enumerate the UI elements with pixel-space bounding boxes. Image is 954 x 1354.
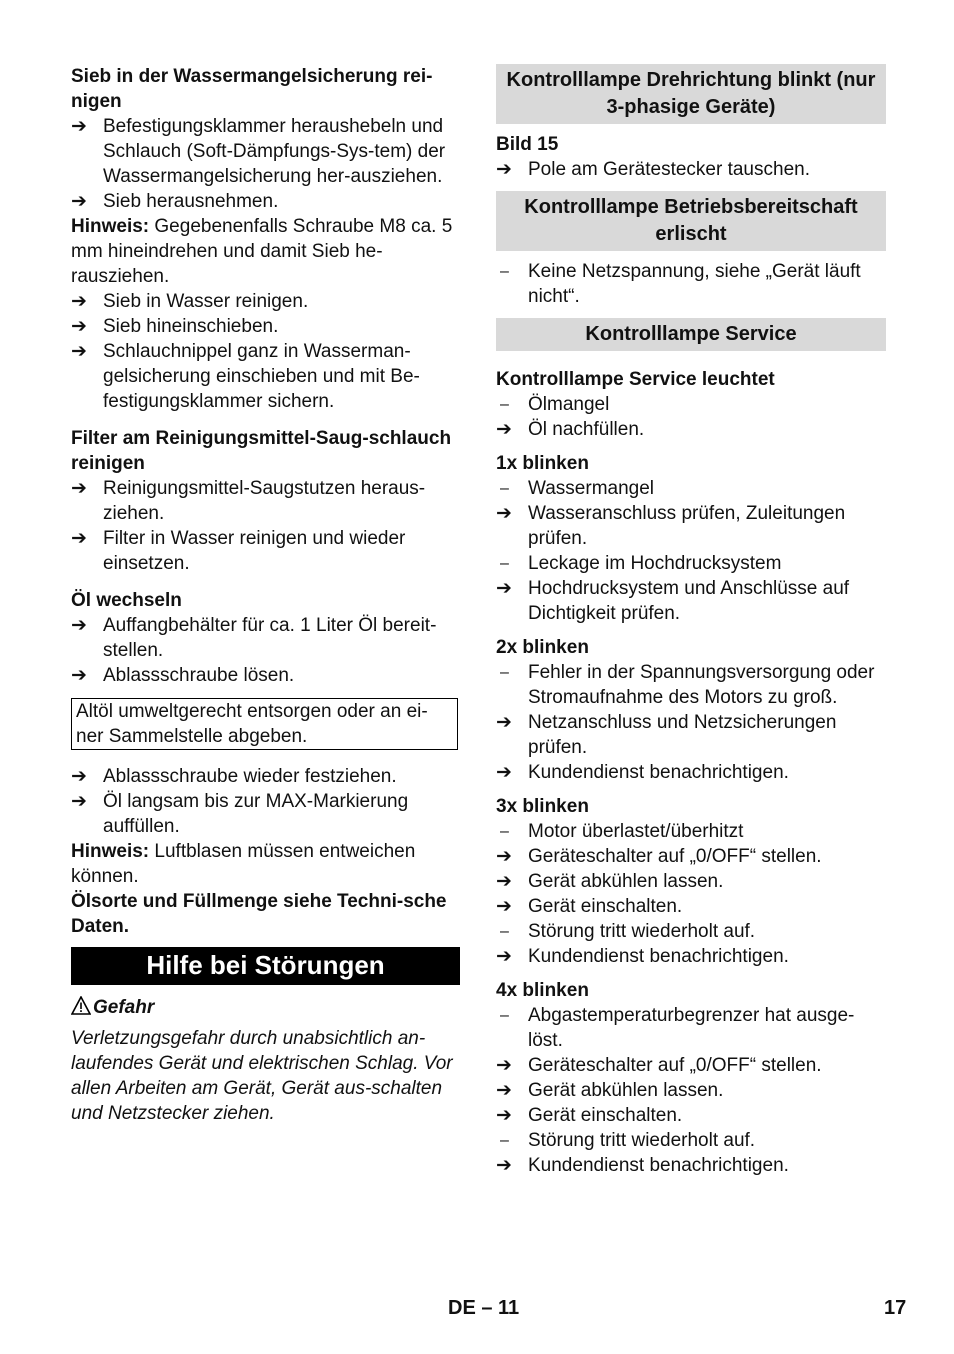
right-column: [496, 64, 886, 1178]
list-item: [71, 476, 460, 526]
page-number: 17: [884, 1297, 907, 1319]
blink-2-items: [496, 660, 886, 785]
list-item: [71, 289, 460, 314]
list-item: [496, 1128, 886, 1153]
list-item-text: Sieb herausnehmen.: [103, 191, 279, 212]
dash-icon: –: [500, 555, 509, 572]
list-item: [496, 894, 886, 919]
list-item: [496, 1003, 886, 1053]
bild-reference: Bild 15: [496, 134, 559, 155]
list-item: [496, 417, 886, 442]
left-column: [71, 64, 460, 1126]
danger-label: Gefahr: [71, 995, 460, 1022]
dash-icon: –: [500, 480, 509, 497]
list-item-text: Wasseranschluss prüfen, Zuleitungen prüfen.: [528, 503, 846, 549]
dash-icon: –: [500, 1007, 509, 1024]
blink-3-items: [496, 819, 886, 969]
list-item: [496, 576, 886, 626]
list-item-text: Gerät abkühlen lassen.: [528, 871, 724, 892]
section-heading-sieb: Sieb in der Wassermangelsicherung rei- nigen: [71, 66, 433, 112]
arrow-icon: ➔: [71, 615, 87, 636]
list-item: – Keine Netzspannung, siehe „Gerät läuft nicht“.: [496, 259, 886, 309]
list-item-text: Störung tritt wiederholt auf.: [528, 1130, 756, 1151]
dash-icon: –: [500, 823, 509, 840]
list-item-text: Ölmangel: [528, 394, 610, 415]
list-item: [496, 869, 886, 894]
arrow-icon: ➔: [496, 1155, 512, 1176]
list-item-text: Störung tritt wiederholt auf.: [528, 921, 756, 942]
arrow-icon: ➔: [496, 1105, 512, 1126]
list-item: [496, 392, 886, 417]
arrow-icon: ➔: [496, 846, 512, 867]
arrow-icon: ➔: [71, 478, 87, 499]
footer-section-label: DE – 11: [448, 1297, 520, 1319]
arrow-icon: ➔: [496, 159, 512, 180]
arrow-icon: ➔: [496, 503, 512, 524]
arrow-icon: ➔: [71, 116, 87, 137]
heading-box-betriebsbereitschaft: Kontrolllampe Betriebsbereitschaft erlischt: [496, 191, 886, 251]
blink-1-heading: 1x blinken: [496, 453, 589, 474]
blink-4-heading: 4x blinken: [496, 980, 589, 1001]
list-item-text: Befestigungsklammer heraushebeln und Schlauch (Soft-Dämpfungs-Sys-tem) der Wassermangelsicherung her-ausziehen.: [103, 116, 446, 187]
filter-steps: [71, 476, 460, 576]
list-item: [496, 819, 886, 844]
dash-icon: –: [500, 664, 509, 681]
list-item-text: Netzanschluss und Netzsicherungen prüfen.: [528, 712, 837, 758]
dash-icon: –: [500, 1132, 509, 1149]
arrow-icon: ➔: [496, 946, 512, 967]
arrow-icon: ➔: [71, 316, 87, 337]
list-item: [71, 314, 460, 339]
list-item-text: Leckage im Hochdrucksystem: [528, 553, 782, 574]
environment-note-box: Altöl umweltgerecht entsorgen oder an ei-ner Sammelstelle abgeben.: [71, 698, 458, 750]
list-item-text: Geräteschalter auf „0/OFF“ stellen.: [528, 846, 822, 867]
list-item: [71, 789, 460, 839]
list-item: [71, 764, 460, 789]
list-item: [496, 944, 886, 969]
arrow-icon: ➔: [71, 341, 87, 362]
list-item: [496, 919, 886, 944]
list-item: [71, 114, 460, 189]
list-item-text: Öl nachfüllen.: [528, 419, 645, 440]
list-item: [71, 663, 460, 688]
arrow-icon: ➔: [71, 191, 87, 212]
list-item-text: Gerät abkühlen lassen.: [528, 1080, 724, 1101]
list-item: [496, 501, 886, 551]
arrow-icon: ➔: [71, 766, 87, 787]
arrow-icon: ➔: [496, 1055, 512, 1076]
arrow-icon: ➔: [496, 871, 512, 892]
arrow-icon: ➔: [496, 762, 512, 783]
list-item-text: Schlauchnippel ganz in Wasserman-gelsicherung einschieben und mit Be-festigungsklammer sichern.: [103, 341, 420, 412]
list-item: [71, 613, 460, 663]
list-item: [496, 551, 886, 576]
hinweis-note: Hinweis: Gegebenenfalls Schraube M8 ca. 5 mm hineindrehen und damit Sieb he-rausziehen.: [71, 216, 453, 287]
list-item: [496, 844, 886, 869]
arrow-icon: ➔: [71, 791, 87, 812]
dash-icon: –: [500, 923, 509, 940]
list-item-text: Gerät einschalten.: [528, 896, 683, 917]
hinweis-note-2: Hinweis: Luftblasen müssen entweichen können.: [71, 841, 416, 887]
list-item-text: Sieb hineinschieben.: [103, 316, 279, 337]
list-item: [496, 1103, 886, 1128]
list-item-text: Kundendienst benachrichtigen.: [528, 1155, 789, 1176]
list-item-text: Auffangbehälter für ca. 1 Liter Öl bereit-stellen.: [103, 615, 437, 661]
arrow-icon: ➔: [496, 896, 512, 917]
arrow-icon: ➔: [496, 419, 512, 440]
list-item-text: Filter in Wasser reinigen und wieder einsetzen.: [103, 528, 406, 574]
list-item-text: Hochdrucksystem und Anschlüsse auf Dichtigkeit prüfen.: [528, 578, 850, 624]
list-item-text: Kundendienst benachrichtigen.: [528, 946, 789, 967]
list-item-text: Geräteschalter auf „0/OFF“ stellen.: [528, 1055, 822, 1076]
blink-1-items: [496, 476, 886, 626]
list-item-text: Sieb in Wasser reinigen.: [103, 291, 309, 312]
list-item-text: Gerät einschalten.: [528, 1105, 683, 1126]
list-item-text: Öl langsam bis zur MAX-Markierung auffüllen.: [103, 791, 409, 837]
list-item: [496, 660, 886, 710]
list-item: [71, 526, 460, 576]
section-heading-filter: Filter am Reinigungsmittel-Saug-schlauch reinigen: [71, 428, 452, 474]
section-heading-oel: Öl wechseln: [71, 590, 182, 611]
list-item: ➔ Pole am Gerätestecker tauschen.: [496, 159, 810, 180]
warning-triangle-icon: [71, 996, 93, 1022]
list-item: [71, 339, 460, 414]
list-item: [496, 710, 886, 760]
list-item: [496, 760, 886, 785]
list-item: [71, 189, 460, 214]
dash-icon: –: [500, 396, 509, 413]
heading-box-drehrichtung: Kontrolllampe Drehrichtung blinkt (nur 3-phasige Geräte): [496, 64, 886, 124]
blink-3-heading: 3x blinken: [496, 796, 589, 817]
arrow-icon: ➔: [496, 712, 512, 733]
sieb-steps-2: [71, 289, 460, 414]
dash-icon: –: [500, 263, 509, 280]
oelsorte-note: Ölsorte und Füllmenge siehe Techni-sche Daten.: [71, 891, 447, 937]
list-item-text: Fehler in der Spannungsversorgung oder Stromaufnahme des Motors zu groß.: [528, 662, 875, 708]
arrow-icon: ➔: [71, 528, 87, 549]
list-item: [496, 1053, 886, 1078]
list-item-text: Wassermangel: [528, 478, 655, 499]
heading-box-service: Kontrolllampe Service: [496, 318, 886, 351]
oel-steps-2: [71, 764, 460, 839]
blink-4-items: [496, 1003, 886, 1178]
arrow-icon: ➔: [71, 291, 87, 312]
chapter-banner: Hilfe bei Störungen: [71, 947, 460, 985]
list-item-text: Motor überlastet/überhitzt: [528, 821, 744, 842]
service-heading: Kontrolllampe Service leuchtet: [496, 369, 775, 390]
list-item-text: Ablassschraube lösen.: [103, 665, 295, 686]
oel-steps: [71, 613, 460, 688]
list-item-text: Abgastemperaturbegrenzer hat ausge-löst.: [528, 1005, 855, 1051]
list-item-text: Ablassschraube wieder festziehen.: [103, 766, 397, 787]
arrow-icon: ➔: [496, 1080, 512, 1101]
list-item: [496, 1153, 886, 1178]
list-item-text: Reinigungsmittel-Saugstutzen heraus-ziehen.: [103, 478, 426, 524]
arrow-icon: ➔: [71, 665, 87, 686]
arrow-icon: ➔: [496, 578, 512, 599]
list-item: [496, 476, 886, 501]
list-item-text: Kundendienst benachrichtigen.: [528, 762, 789, 783]
service-items: [496, 392, 886, 442]
list-item: [496, 1078, 886, 1103]
sieb-steps: [71, 114, 460, 214]
blink-2-heading: 2x blinken: [496, 637, 589, 658]
danger-text: Verletzungsgefahr durch unabsichtlich an-laufendes Gerät und elektrischen Schlag. Vor allen Arbeiten am Gerät, Gerät aus-schalten und Netzstecker ziehen.: [71, 1028, 453, 1124]
